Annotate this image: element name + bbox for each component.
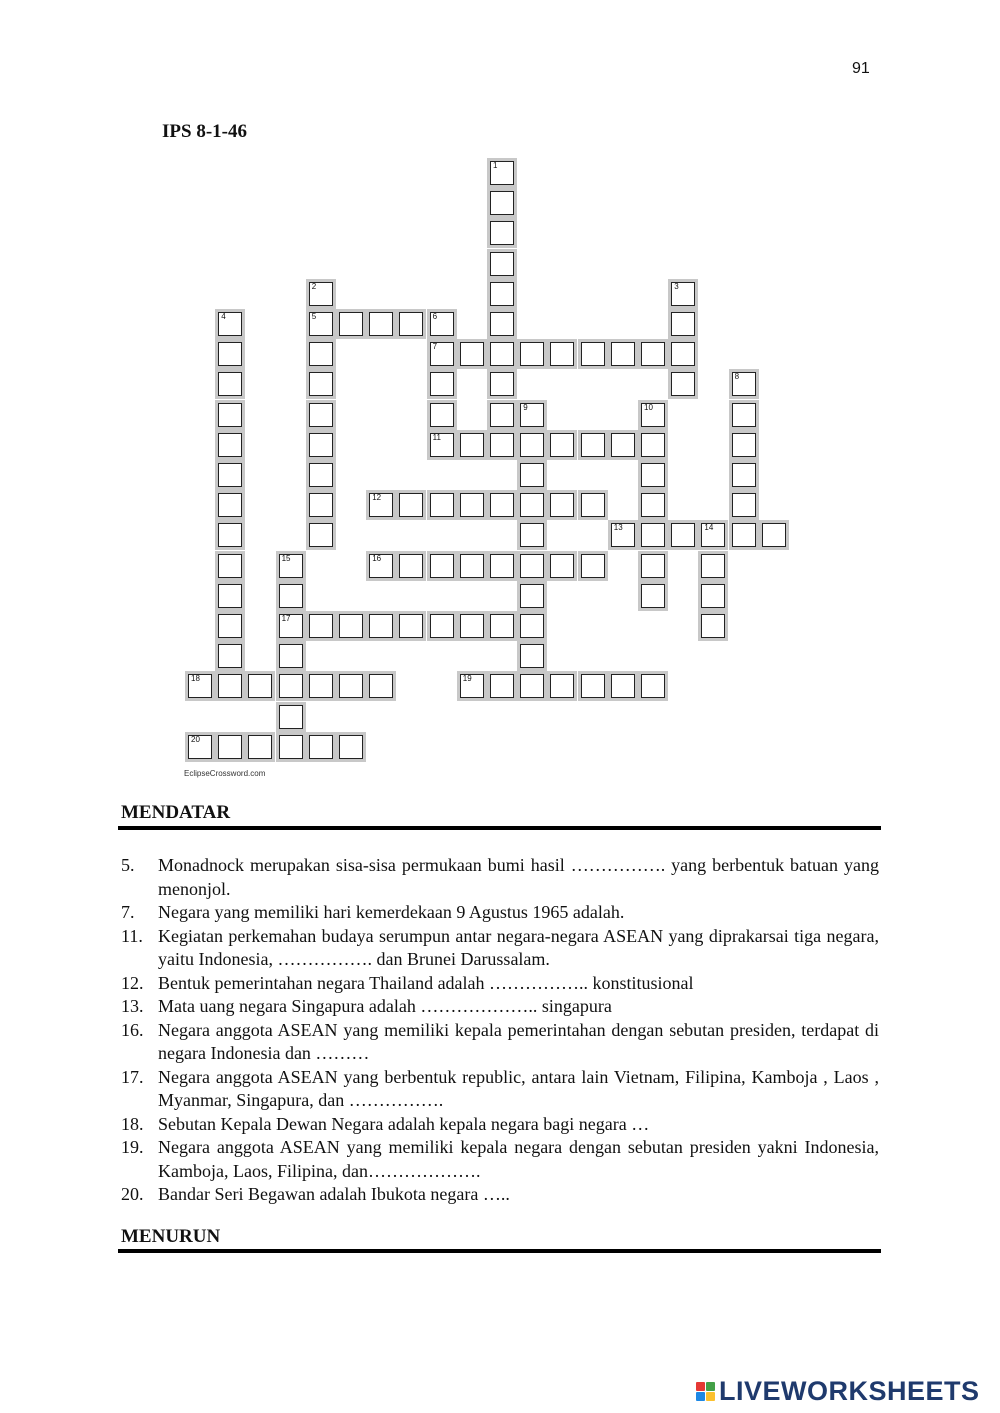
page-number: 91 [852, 60, 870, 77]
crossword-cell[interactable] [668, 369, 698, 399]
crossword-cell[interactable] [638, 490, 668, 520]
crossword-cell[interactable] [638, 551, 668, 581]
crossword-cell[interactable] [306, 490, 336, 520]
crossword-cell[interactable] [306, 430, 336, 460]
crossword-cell[interactable] [698, 551, 728, 581]
crossword-cell[interactable] [457, 671, 487, 701]
crossword-cell[interactable] [517, 551, 547, 581]
crossword-cell[interactable] [487, 158, 517, 188]
crossword-cell[interactable] [668, 520, 698, 550]
crossword-cell[interactable] [306, 520, 336, 550]
menurun-heading: MENURUN [121, 1226, 221, 1247]
crossword-cell[interactable] [547, 551, 577, 581]
mendatar-heading: MENDATAR [121, 802, 231, 823]
crossword-cell[interactable] [668, 309, 698, 339]
crossword-cell[interactable] [638, 460, 668, 490]
crossword-cell[interactable] [366, 309, 396, 339]
crossword-cell[interactable] [457, 611, 487, 641]
crossword-cell[interactable] [276, 641, 306, 671]
clue-number: 3 [674, 281, 679, 291]
crossword-cell[interactable] [276, 581, 306, 611]
crossword-cell[interactable] [396, 611, 426, 641]
crossword-cell[interactable] [487, 551, 517, 581]
crossword-cell[interactable] [276, 671, 306, 701]
crossword-cell[interactable] [487, 490, 517, 520]
crossword-cell[interactable] [578, 490, 608, 520]
crossword-cell[interactable] [457, 551, 487, 581]
crossword-cell[interactable] [608, 520, 638, 550]
clue-item: 17. Negara anggota ASEAN yang berbentuk republic, antara lain Vietnam, Filipina, Kamboja , Laos , Myanmar, Singapura, dan ……………. [121, 1066, 879, 1110]
crossword-cell[interactable] [306, 671, 336, 701]
clue-item: 16. Negara anggota ASEAN yang memiliki kepala pemerintahan dengan sebutan presiden, terdapat di negara Indonesia dan ……… [121, 1019, 879, 1063]
mendatar-clue-list [121, 854, 879, 1207]
clue-item: 12. Bentuk pemerintahan negara Thailand adalah …………….. konstitusional [121, 972, 694, 993]
clue-number: 5 [311, 312, 317, 321]
crossword-cell[interactable] [517, 490, 547, 520]
crossword-cell[interactable] [336, 309, 366, 339]
crossword-cell[interactable] [729, 520, 759, 550]
crossword-cell[interactable] [517, 581, 547, 611]
crossword-cell[interactable] [427, 611, 457, 641]
clue-number: 7 [432, 342, 438, 352]
crossword-cell[interactable] [578, 339, 608, 369]
crossword-cell[interactable] [487, 309, 517, 339]
crossword-cell[interactable] [457, 490, 487, 520]
crossword-cell[interactable] [366, 490, 396, 520]
crossword-cell[interactable] [427, 490, 457, 520]
crossword-cell[interactable] [427, 369, 457, 399]
crossword-cell[interactable] [396, 551, 426, 581]
clue-number: 10 [644, 402, 653, 412]
crossword-cell[interactable] [668, 339, 698, 369]
crossword-cell[interactable] [517, 400, 547, 430]
clue-number: 20 [191, 734, 200, 744]
crossword-cell[interactable] [547, 430, 577, 460]
crossword-cell[interactable] [215, 641, 245, 671]
crossword-cell[interactable] [427, 339, 457, 369]
crossword-cell[interactable] [396, 309, 426, 339]
crossword-cell[interactable] [457, 430, 487, 460]
crossword-cell[interactable] [306, 279, 336, 309]
crossword-cell[interactable] [215, 460, 245, 490]
crossword-cell[interactable] [306, 309, 336, 339]
clue-number: 18 [191, 674, 200, 684]
crossword-cell[interactable] [638, 671, 668, 701]
crossword-cell[interactable] [336, 732, 366, 762]
menurun-rule [118, 1249, 881, 1253]
crossword-cell[interactable] [517, 611, 547, 641]
clue-number: 16 [372, 553, 382, 563]
crossword-cell[interactable] [487, 430, 517, 460]
crossword-cell[interactable] [215, 551, 245, 581]
crossword-cell[interactable] [517, 430, 547, 460]
crossword-cell[interactable] [487, 188, 517, 218]
clue-number: 2 [311, 281, 317, 291]
crossword-cell[interactable] [427, 400, 457, 430]
crossword-cell[interactable] [306, 460, 336, 490]
crossword-cell[interactable] [185, 732, 215, 762]
clue-number: 11 [432, 432, 441, 442]
clue-item: 13. Mata uang negara Singapura adalah ……………….. singapura [121, 996, 612, 1016]
clue-item: 7. Negara yang memiliki hari kemerdekaan 9 Agustus 1965 adalah. [121, 902, 625, 922]
clue-number: 8 [734, 372, 740, 382]
crossword-cell[interactable] [608, 671, 638, 701]
liveworksheets-brand[interactable] [696, 1376, 980, 1406]
crossword-cell[interactable] [396, 490, 426, 520]
crossword-cell[interactable] [215, 581, 245, 611]
crossword-cell[interactable] [517, 671, 547, 701]
crossword-cell[interactable] [487, 249, 517, 279]
crossword-cell[interactable] [729, 490, 759, 520]
crossword-cell[interactable] [517, 641, 547, 671]
clue-number: 19 [462, 674, 472, 684]
crossword-cell[interactable] [306, 369, 336, 399]
crossword-credit: EclipseCrossword.com [184, 769, 266, 778]
crossword-cell[interactable] [638, 400, 668, 430]
crossword-cell[interactable] [638, 520, 668, 550]
crossword-cell[interactable] [608, 430, 638, 460]
crossword-cell[interactable] [336, 671, 366, 701]
crossword-cell[interactable] [547, 490, 577, 520]
crossword-cell[interactable] [215, 309, 245, 339]
crossword-cell[interactable] [427, 309, 457, 339]
liveworksheets-logo-icon [696, 1382, 715, 1401]
crossword-cell[interactable] [427, 551, 457, 581]
crossword-cell[interactable] [215, 671, 245, 701]
crossword-cell[interactable] [638, 339, 668, 369]
crossword-cell[interactable] [276, 551, 306, 581]
clue-item: 18. Sebutan Kepala Dewan Negara adalah kepala negara bagi negara … [121, 1113, 650, 1134]
crossword-cell[interactable] [729, 430, 759, 460]
clue-number: 14 [704, 523, 714, 533]
crossword-cell[interactable] [578, 671, 608, 701]
clue-item: 19. Negara anggota ASEAN yang memiliki kepala negara dengan sebutan presiden yakni Indonesia, Kamboja, Laos, Filipina, dan………………. [121, 1137, 879, 1181]
clue-number: 1 [493, 161, 498, 170]
clue-number: 17 [281, 614, 291, 623]
crossword-cell[interactable] [276, 611, 306, 641]
crossword-cell[interactable] [306, 732, 336, 762]
clue-item: 20. Bandar Seri Begawan adalah Ibukota negara ….. [121, 1184, 510, 1204]
crossword-cell[interactable] [729, 369, 759, 399]
crossword-cell[interactable] [366, 671, 396, 701]
worksheet-title: IPS 8-1-46 [162, 121, 247, 142]
clue-item: 11. Kegiatan perkemahan budaya serumpun antar negara-negara ASEAN yang diprakarsai tiga negara, yaitu Indonesia, ……………. dan Brunei Darussalam. [121, 925, 879, 969]
brand-text: LIVEWORKSHEETS [719, 1375, 980, 1406]
crossword-cell[interactable] [366, 551, 396, 581]
crossword-cell[interactable] [729, 460, 759, 490]
crossword-cell[interactable] [698, 581, 728, 611]
crossword-cell[interactable] [517, 460, 547, 490]
crossword-cell[interactable] [487, 279, 517, 309]
crossword-cell[interactable] [215, 430, 245, 460]
crossword-cell[interactable] [276, 732, 306, 762]
crossword-cell[interactable] [759, 520, 789, 550]
clue-number: 6 [432, 312, 438, 321]
crossword-cell[interactable] [487, 611, 517, 641]
clue-number: 13 [613, 523, 623, 533]
crossword-cell[interactable] [457, 339, 487, 369]
crossword-cell[interactable] [729, 400, 759, 430]
crossword-cell[interactable] [336, 611, 366, 641]
crossword-cell[interactable] [698, 520, 728, 550]
crossword-cell[interactable] [245, 671, 275, 701]
crossword-cell[interactable] [638, 581, 668, 611]
clue-number: 9 [523, 402, 528, 412]
crossword-cell[interactable] [517, 520, 547, 550]
crossword-cell[interactable] [215, 732, 245, 762]
crossword-cell[interactable] [578, 551, 608, 581]
crossword-cell[interactable] [215, 490, 245, 520]
crossword-cell[interactable] [366, 611, 396, 641]
crossword-cell[interactable] [185, 671, 215, 701]
crossword-cell[interactable] [427, 430, 457, 460]
crossword-cell[interactable] [487, 369, 517, 399]
crossword-cell[interactable] [638, 430, 668, 460]
crossword-cell[interactable] [487, 218, 517, 248]
crossword-cell[interactable] [306, 400, 336, 430]
crossword-cell[interactable] [487, 400, 517, 430]
crossword-cell[interactable] [215, 520, 245, 550]
crossword-cell[interactable] [578, 430, 608, 460]
crossword-cell[interactable] [668, 279, 698, 309]
clue-number: 15 [281, 553, 291, 563]
crossword-cell[interactable] [608, 339, 638, 369]
crossword-cell[interactable] [547, 339, 577, 369]
crossword-cell[interactable] [306, 339, 336, 369]
mendatar-rule [118, 826, 881, 830]
crossword-cell[interactable] [215, 611, 245, 641]
crossword-cell[interactable] [306, 611, 336, 641]
clue-number: 4 [221, 312, 226, 321]
crossword-cell[interactable] [517, 339, 547, 369]
clue-item: 5. Monadnock merupakan sisa-sisa permukaan bumi hasil ……………. yang berbentuk batuan yang menonjol. [121, 855, 879, 899]
crossword-cell[interactable] [276, 702, 306, 732]
crossword-cell[interactable] [487, 671, 517, 701]
crossword-cell[interactable] [215, 339, 245, 369]
crossword-cell[interactable] [698, 611, 728, 641]
crossword-cell[interactable] [487, 339, 517, 369]
crossword-cell[interactable] [245, 732, 275, 762]
crossword-cell[interactable] [547, 671, 577, 701]
clue-number: 12 [372, 493, 382, 503]
crossword-cell[interactable] [215, 400, 245, 430]
crossword-cell[interactable] [215, 369, 245, 399]
